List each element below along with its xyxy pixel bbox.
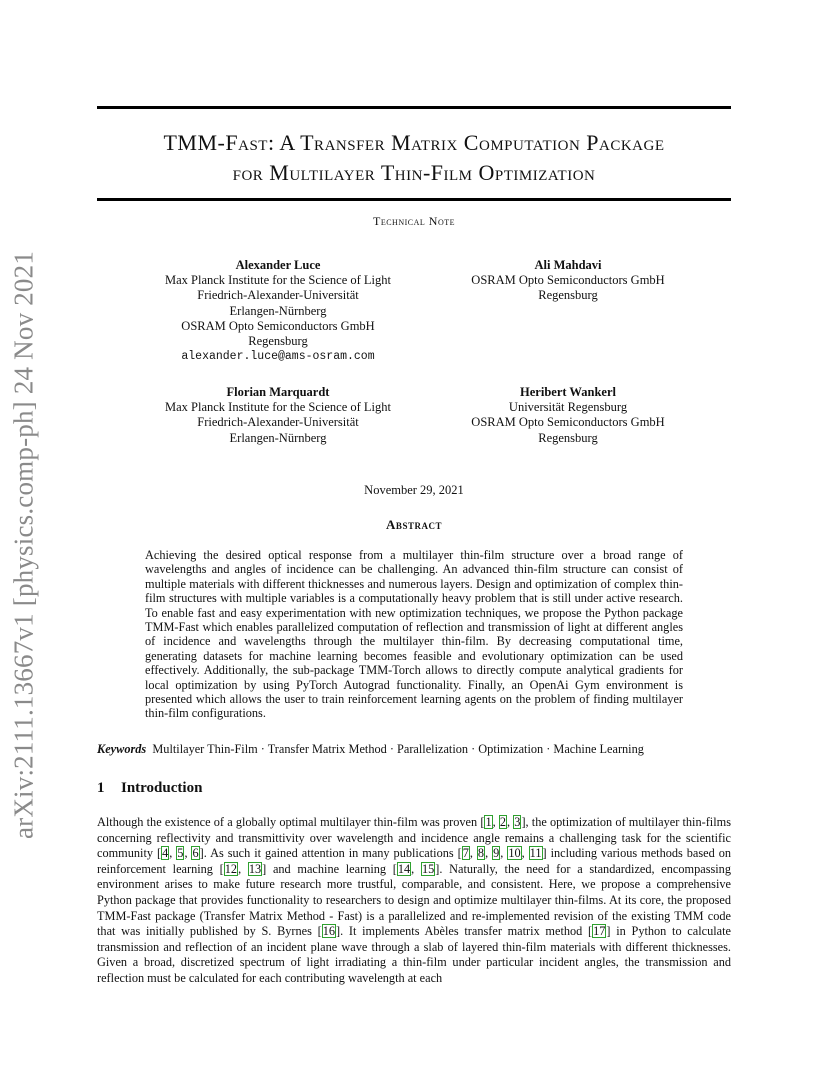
citation-link[interactable]: 9 xyxy=(493,846,500,861)
author-name: Ali Mahdavi xyxy=(534,258,602,272)
affiliation-line: Regensburg xyxy=(538,430,598,445)
citation-link[interactable]: 17 xyxy=(593,924,606,939)
citation-link[interactable]: 11 xyxy=(529,846,542,861)
affiliation-line: Friedrich-Alexander-Universität xyxy=(197,288,359,303)
technical-note-label: Technical Note xyxy=(373,214,455,228)
citation-link[interactable]: 5 xyxy=(177,846,184,861)
citation-link[interactable]: 8 xyxy=(477,846,485,861)
citation-link[interactable]: 3 xyxy=(514,815,521,829)
section-heading xyxy=(97,780,202,797)
author-name: Alexander Luce xyxy=(235,258,321,272)
affiliation-line: Erlangen-Nürnberg xyxy=(229,303,327,318)
title-bottom-rule xyxy=(97,198,731,201)
affiliation-line: Regensburg xyxy=(538,288,598,303)
author-name: Heribert Wankerl xyxy=(520,385,616,399)
author-block-marquardt xyxy=(128,385,428,446)
paper-date: November 29, 2021 xyxy=(364,483,464,497)
citation-link[interactable]: 14 xyxy=(397,861,411,876)
affiliation-line: Regensburg xyxy=(248,334,308,349)
author-block-wankerl xyxy=(418,385,718,446)
citation-link[interactable]: 15 xyxy=(421,861,435,876)
keywords-line xyxy=(97,742,737,757)
affiliation-line: Friedrich-Alexander-Universität xyxy=(197,415,359,430)
keywords-list: Multilayer Thin-Film · Transfer Matrix Method · Parallelization · Optimization · Machine Learning xyxy=(152,742,644,756)
author-block-mahdavi xyxy=(418,258,718,304)
author-block-luce xyxy=(128,258,428,364)
affiliation-line: OSRAM Opto Semiconductors GmbH xyxy=(471,415,665,430)
citation-link[interactable]: 6 xyxy=(192,846,199,861)
affiliation-line: OSRAM Opto Semiconductors GmbH xyxy=(181,318,375,333)
author-name: Florian Marquardt xyxy=(226,385,330,399)
citation-link[interactable]: 16 xyxy=(322,924,336,939)
affiliation-line: OSRAM Opto Semiconductors GmbH xyxy=(471,273,665,288)
abstract-heading: Abstract xyxy=(386,517,442,532)
citation-link[interactable]: 2 xyxy=(499,815,507,829)
citation-link[interactable]: 12 xyxy=(224,861,238,876)
affiliation-line: Max Planck Institute for the Science of Light xyxy=(165,400,391,415)
paper-page: arXiv:2111.13667v1 [physics.comp-ph] 24 Nov 2021 TMM-Fast: A Transfer Matrix Computation Package for Multilayer Thin-Film Optimization Technical Note Alexander Luce Max Planck Institute for the Science of Light Friedrich-Alexander-Universität Erlangen-Nürnberg OSRAM Opto Semiconductors GmbH Regensburg alexander.luce@ams-osram.com Ali Mahdavi OSRAM Opto Semiconductors GmbH Regensburg Florian Marquardt Max Planck Institute for the Science of Light Friedrich-Alexander-Universität Erlangen-Nürnberg Heribert Wankerl Universität Regensburg OSRAM Opto Semiconductors GmbH Regensburg November 29, 2021 Abstract Achieving the desired optical response from a multilayer thin-film structure over a broad range of wavelengths and angles of incidence can be challenging. An advanced thin-film structure can consist of multiple materials with different thicknesses and numerous layers. Design and optimization of complex thin-film structures with multiple variables is a computationally heavy problem that is still under active research. To enable fast and easy experimentation with new optimization techniques, we propose the Python package TMM-Fast which enables parallelized computation of reflection and transmission of light at different angles of incidence and wavelengths through the multilayer thin-film. By decreasing computational time, generating datasets for machine learning becomes feasible and evolutionary optimization can be used effectively. Additionally, the sub-package TMM-Torch allows to directly compute analytical gradients for local optimization by using PyTorch Autograd functionality. Finally, an OpenAi Gym environment is presented which allows the user to train reinforcement learning agents on the problem of finding multilayer thin-film configurations. Keywords Multilayer Thin-Film · Transfer Matrix Method · Parallelization · Optimization · Machine Learning 1 Introduction Although the existence of a globally optimal multilayer thin-film was proven [1, 2, 3], the optimization of multilayer thin-films concerning reflectivity and transmittivity over wavelength and incidence angle remains a challenging task for the scientific community [4, 5, 6]. As such it gained attention in many publications [7, 8, 9, 10, 11] including various methods based on reinforcement learning [12, 13] and machine learning [14, 15]. Naturally, the need for a standardized, encompassing environment arises to make future research more trustful, comparable, and consistent. Here, we propose a comprehensive Python package that provides functionality to researchers to design and optimize multilayer thin-films. At its core, the proposed TMM-Fast package (Transfer Matrix Method - Fast) is a parallelized and re-implemented revision of the existing TMM code that was initially published by S. Byrnes [16]. It implements Abèles transfer matrix method [17] in Python to calculate transmission and reflection of an incident plane wave through a slab of layered thin-film materials with different thicknesses. Given a broad, discretized spectrum of light irradiating a thin-film under particular incident angles, the transmission and reflection must be calculated for each contributing wavelength at each xyxy=(0,0,828,1072)
affiliation-line: Universität Regensburg xyxy=(508,400,628,415)
section-title: Introduction xyxy=(121,780,203,796)
citation-link[interactable]: 7 xyxy=(462,846,469,861)
citation-link[interactable]: 4 xyxy=(162,846,169,861)
keywords-label: Keywords xyxy=(97,742,147,756)
title-top-rule xyxy=(97,106,731,109)
affiliation-line: Max Planck Institute for the Science of Light xyxy=(165,273,391,288)
paper-title: TMM-Fast: A Transfer Matrix Computation Package for Multilayer Thin-Film Optimization xyxy=(163,130,665,185)
author-email[interactable]: alexander.luce@ams-osram.com xyxy=(181,350,375,364)
citation-link[interactable]: 13 xyxy=(248,861,262,876)
affiliation-line: Erlangen-Nürnberg xyxy=(229,430,327,445)
introduction-paragraph: Although the existence of a globally optimal multilayer thin-film was proven [1, 2, 3], the optimization of multilayer thin-films concerning reflectivity and transmittivity over wavelength and incidence angle remains a challenging task for the scientific community [4, 5, 6]. As such it gained attention in many publications [7, 8, 9, 10, 11] including various methods based on reinforcement learning [12, 13] and machine learning [14, 15]. Naturally, the need for a standardized, encompassing environment arises to make future research more trustful, comparable, and consistent. Here, we propose a comprehensive Python package that provides functionality to researchers to design and optimize multilayer thin-films. At its core, the proposed TMM-Fast package (Transfer Matrix Method - Fast) is a parallelized and re-implemented revision of the existing TMM code that was initially published by S. Byrnes [16]. It implements Abèles transfer matrix method [17] in Python to calculate transmission and reflection of an incident plane wave through a slab of layered thin-film materials with different thicknesses. Given a broad, discretized spectrum of light irradiating a thin-film under particular incident angles, the transmission and reflection must be calculated for each contributing wavelength at each xyxy=(97,815,732,985)
citation-link[interactable]: 10 xyxy=(508,846,521,861)
abstract-text: Achieving the desired optical response from a multilayer thin-film structure over a broad range of wavelengths and angles of incidence can be challenging. An advanced thin-film structure can consist of multiple materials with different thicknesses and numerous layers. Design and optimization of complex thin-film structures with multiple variables is a computationally heavy problem that is still under active research. To enable fast and easy experimentation with new optimization techniques, we propose the Python package TMM-Fast which enables parallelized computation of reflection and transmission of light at different angles of incidence and wavelengths through the multilayer thin-film. By decreasing computational time, generating datasets for machine learning becomes feasible and evolutionary optimization can be used effectively. Additionally, the sub-package TMM-Torch allows to directly compute analytical gradients for local optimization by using PyTorch Autograd functionality. Finally, an OpenAi Gym environment is presented which allows the user to train reinforcement learning agents on the problem of finding multilayer thin-film configurations. xyxy=(145,548,683,721)
section-number: 1 xyxy=(97,780,105,796)
citation-link[interactable]: 1 xyxy=(485,815,492,829)
